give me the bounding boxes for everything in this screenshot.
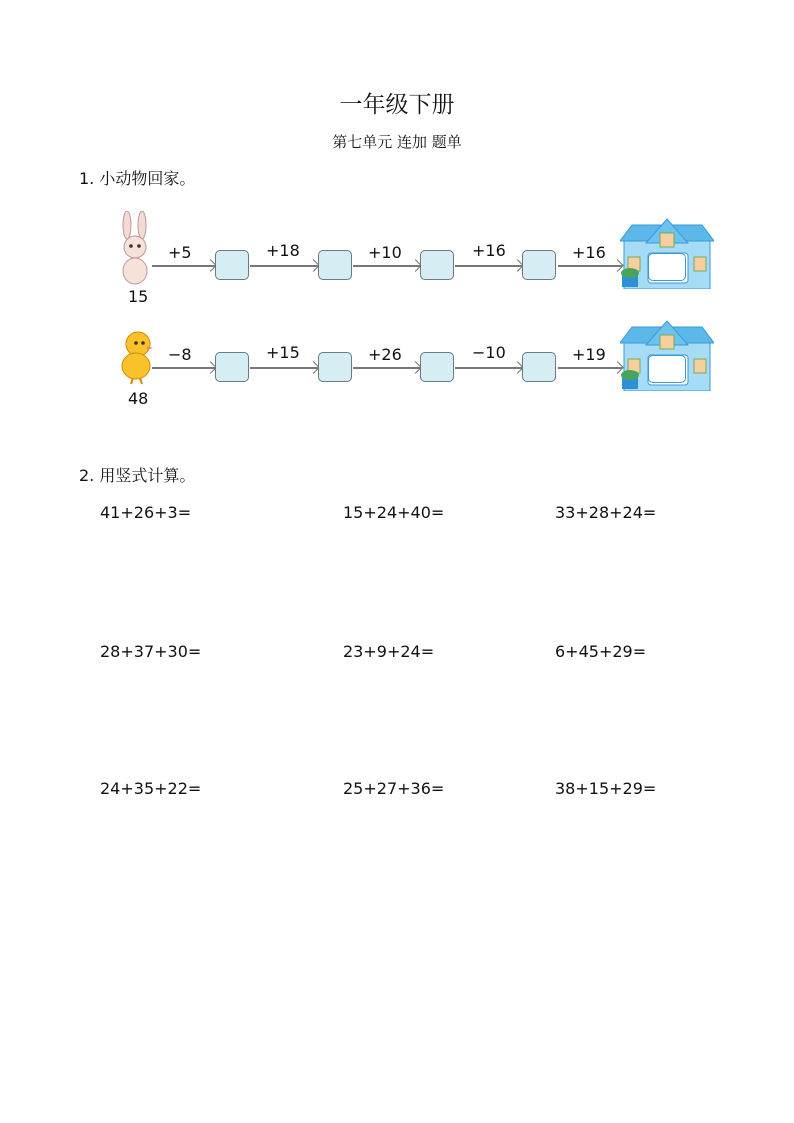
answer-box[interactable] [215,352,249,382]
answer-box[interactable] [318,352,352,382]
page-title: 一年级下册 [339,92,455,118]
operation-label: −10 [472,343,506,362]
section-2-heading: 2. 用竖式计算。 [79,466,196,485]
operation-label: +5 [168,243,192,262]
operation-label: −8 [168,345,192,364]
house-answer-box[interactable] [648,253,686,281]
operation-label: +18 [266,241,300,260]
answer-box[interactable] [318,250,352,280]
calculation-problem: 38+15+29= [555,779,657,798]
calculation-problem: 33+28+24= [555,503,657,522]
calculation-problem: 6+45+29= [555,642,647,661]
page-subtitle: 第七单元 连加 题单 [332,133,462,151]
calculation-problem: 23+9+24= [343,642,435,661]
calculation-problem: 24+35+22= [100,779,202,798]
operation-label: +10 [368,243,402,262]
start-number: 48 [128,389,149,408]
calculation-problem: 28+37+30= [100,642,202,661]
calculation-problem: 25+27+36= [343,779,445,798]
operation-label: +15 [266,343,300,362]
answer-box[interactable] [420,250,454,280]
house-answer-box[interactable] [648,355,686,383]
answer-box[interactable] [420,352,454,382]
chick-image [116,326,156,390]
answer-box[interactable] [522,250,556,280]
operation-label: +16 [472,241,506,260]
calculation-problem: 15+24+40= [343,503,445,522]
operation-label: +19 [572,345,606,364]
section-1-heading: 1. 小动物回家。 [79,169,196,188]
rabbit-image [115,211,155,290]
answer-box[interactable] [215,250,249,280]
answer-box[interactable] [522,352,556,382]
calculation-problem: 41+26+3= [100,503,192,522]
operation-label: +26 [368,345,402,364]
operation-label: +16 [572,243,606,262]
start-number: 15 [128,287,149,306]
